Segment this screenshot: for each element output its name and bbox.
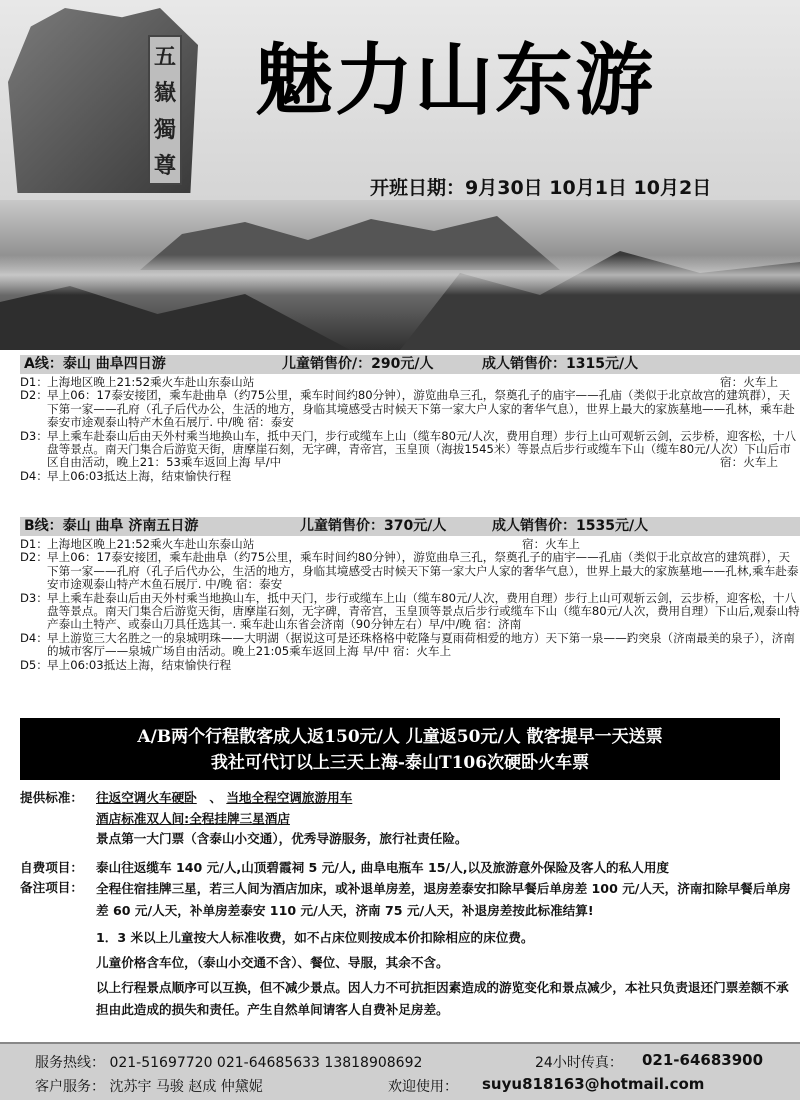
standard-row: 提供标准： 往返空调火车硬卧 、 当地全程空调旅游用车 酒店标准双人间:全程挂牌三星酒店 景点第一大门票（含泰山小交通），优秀导游服务，旅行社责任险。 bbox=[20, 790, 468, 846]
list-item: D1： 上海地区晚上21:52乘火车赴山东泰山站 宿：火车上 bbox=[20, 537, 580, 551]
hotline: 服务热线： 021-51697720 021-64685633 13818908692 bbox=[35, 1055, 423, 1071]
info-section bbox=[20, 788, 795, 1021]
mist bbox=[0, 255, 800, 295]
self-pay-row: 自费项目： 泰山往返缆车 140 元/人,山顶碧霞祠 5 元/人, 曲阜电瓶车 15/人,以及旅游意外保险及客人的私人用度 bbox=[20, 859, 670, 875]
footer bbox=[0, 1042, 800, 1100]
line-b-itinerary bbox=[20, 538, 800, 672]
line-b-child-price: 儿童销售价：370元/人 bbox=[300, 518, 447, 534]
customer-service: 客户服务： 沈苏宇 马骏 赵成 仲黛妮 bbox=[35, 1079, 263, 1095]
promo-line-1: A/B两个行程散客成人返150元/人 儿童返50元/人 散客提早一天送票 bbox=[137, 727, 663, 747]
hero-banner bbox=[0, 0, 800, 350]
list-item: D5： 早上06:03抵达上海，结束愉快行程 bbox=[20, 657, 232, 672]
list-item: D3： 早上乘车赴泰山后由天外村乘当地换山车，抵中天门，步行或缆车上山（缆车80元/人次，费用自理）步行上山可观斩云剑，云步桥，迎客松，十八盘等景点。南天门集合后游览天街，唐摩崖石刻，无字碑，青帝宫，玉皇顶（海拔1545米）等景点后步行或缆车下山（缆车80元/人次）下山后市区自由活动，晚上21：53乘车返回上海 早/中 宿：火车上 bbox=[20, 428, 797, 470]
promo-line-2: 我社可代订以上三天上海-泰山T106次硬卧火车票 bbox=[210, 753, 590, 773]
list-item: D1： 上海地区晚上21:52乘火车赴山东泰山站 宿：火车上 bbox=[20, 375, 778, 389]
promo-banner bbox=[20, 718, 780, 780]
fax-number: 021-64683900 bbox=[642, 1051, 764, 1069]
line-a-adult-price: 成人销售价：1315元/人 bbox=[482, 356, 639, 372]
rock-inscription: 五 嶽 獨 尊 bbox=[148, 35, 182, 185]
line-a-itinerary bbox=[20, 376, 800, 483]
list-item: D4： 早上06:03抵达上海，结束愉快行程 bbox=[20, 468, 232, 483]
email-label: 欢迎使用： bbox=[388, 1079, 458, 1095]
fax-label: 24小时传真： bbox=[535, 1055, 623, 1071]
list-item: D4： 早上游览三大名胜之一的泉城明珠——大明湖（据说这可是还珠格格中乾隆与夏雨荷相爱的地方）天下第一泉——趵突泉（济南最美的泉子），济南的城市客厅——泉城广场自由活动。晚上21:05乘车返回上海 早/中 宿：火车上 bbox=[20, 630, 795, 659]
email: suyu818163@hotmail.com bbox=[482, 1075, 705, 1093]
page-title: 魅力山东游 bbox=[255, 35, 656, 126]
line-a-child-price: 儿童销售价/：290元/人 bbox=[282, 356, 434, 372]
list-item: D2： 早上06：17泰安接团，乘车赴曲阜（约75公里，乘车时间约80分钟），游览曲阜三孔，祭奠孔子的庙宇——孔庙（类似于北京故宫的建筑群），天下第一家——孔府（孔子后代办公，生活的地方，身临其境感受古时候天下第一家大户人家的奢华气息），世界上最大的家族墓地——孔林,乘车赴泰安市途观泰山特产木鱼石展厅. 中/晚 宿：泰安 bbox=[20, 550, 799, 592]
line-a-header bbox=[20, 355, 800, 374]
line-b-name: B线：泰山 曲阜 济南五日游 bbox=[24, 518, 199, 534]
list-item: D3： 早上乘车赴泰山后由天外村乘当地换山车，抵中天门，步行或缆车上山（缆车80元/人次，费用自理）步行上山可观斩云剑，云步桥，迎客松，十八盘等景点。南天门集合后游览天街，唐摩崖石刻，无字碑，青帝宫，玉皇顶等景点后步行或缆车下山（缆车80元/人次，费用自理）下山后,观泰山特产泰山土特产、或泰山刀具任选其一. 乘车赴山东省会济南（90分钟左右）早/中/晚 宿：济南 bbox=[20, 590, 800, 632]
line-a-name: A线：泰山 曲阜四日游 bbox=[24, 356, 166, 372]
start-dates: 开班日期：9月30日 10月1日 10月2日 bbox=[370, 177, 712, 199]
line-b-header bbox=[20, 517, 800, 536]
line-b-adult-price: 成人销售价：1535元/人 bbox=[492, 518, 649, 534]
list-item: D2： 早上06：17泰安接团，乘车赴曲阜（约75公里，乘车时间约80分钟），游览曲阜三孔，祭奠孔子的庙宇——孔庙（类似于北京故宫的建筑群），天下第一家——孔府（孔子后代办公，生活的地方，身临其境感受古时候天下第一家大户人家的奢华气息），世界上最大的家族墓地——孔林，乘车赴泰安市途观泰山特产木鱼石展厅. 中/晚 宿：泰安 bbox=[20, 388, 795, 430]
notes-row: 备注项目： 全程住宿挂牌三星，若三人间为酒店加床，或补退单房差，退房差泰安扣除早餐后单房差 100 元/人天，济南扣除早餐后单房差 60 元/人天，补单房差泰安 110 元/人天，济南 75 元/人天，补退房差按此标准结算! 1．3 米以上儿童按大人标准收费，如不占床位则按成本价扣除相应的床位费。 儿童价格含车位，（泰山小交通不含）、餐位、导服，其余不含。 以上行程景点顺序可以互换，但不减少景点。因人力不可抗拒因素造成的游览变化和景点减少，本社只负责退还门票差额不承担由此造成的损失和责任。产生自然单间请客人自费补足房差。 bbox=[20, 880, 791, 1017]
